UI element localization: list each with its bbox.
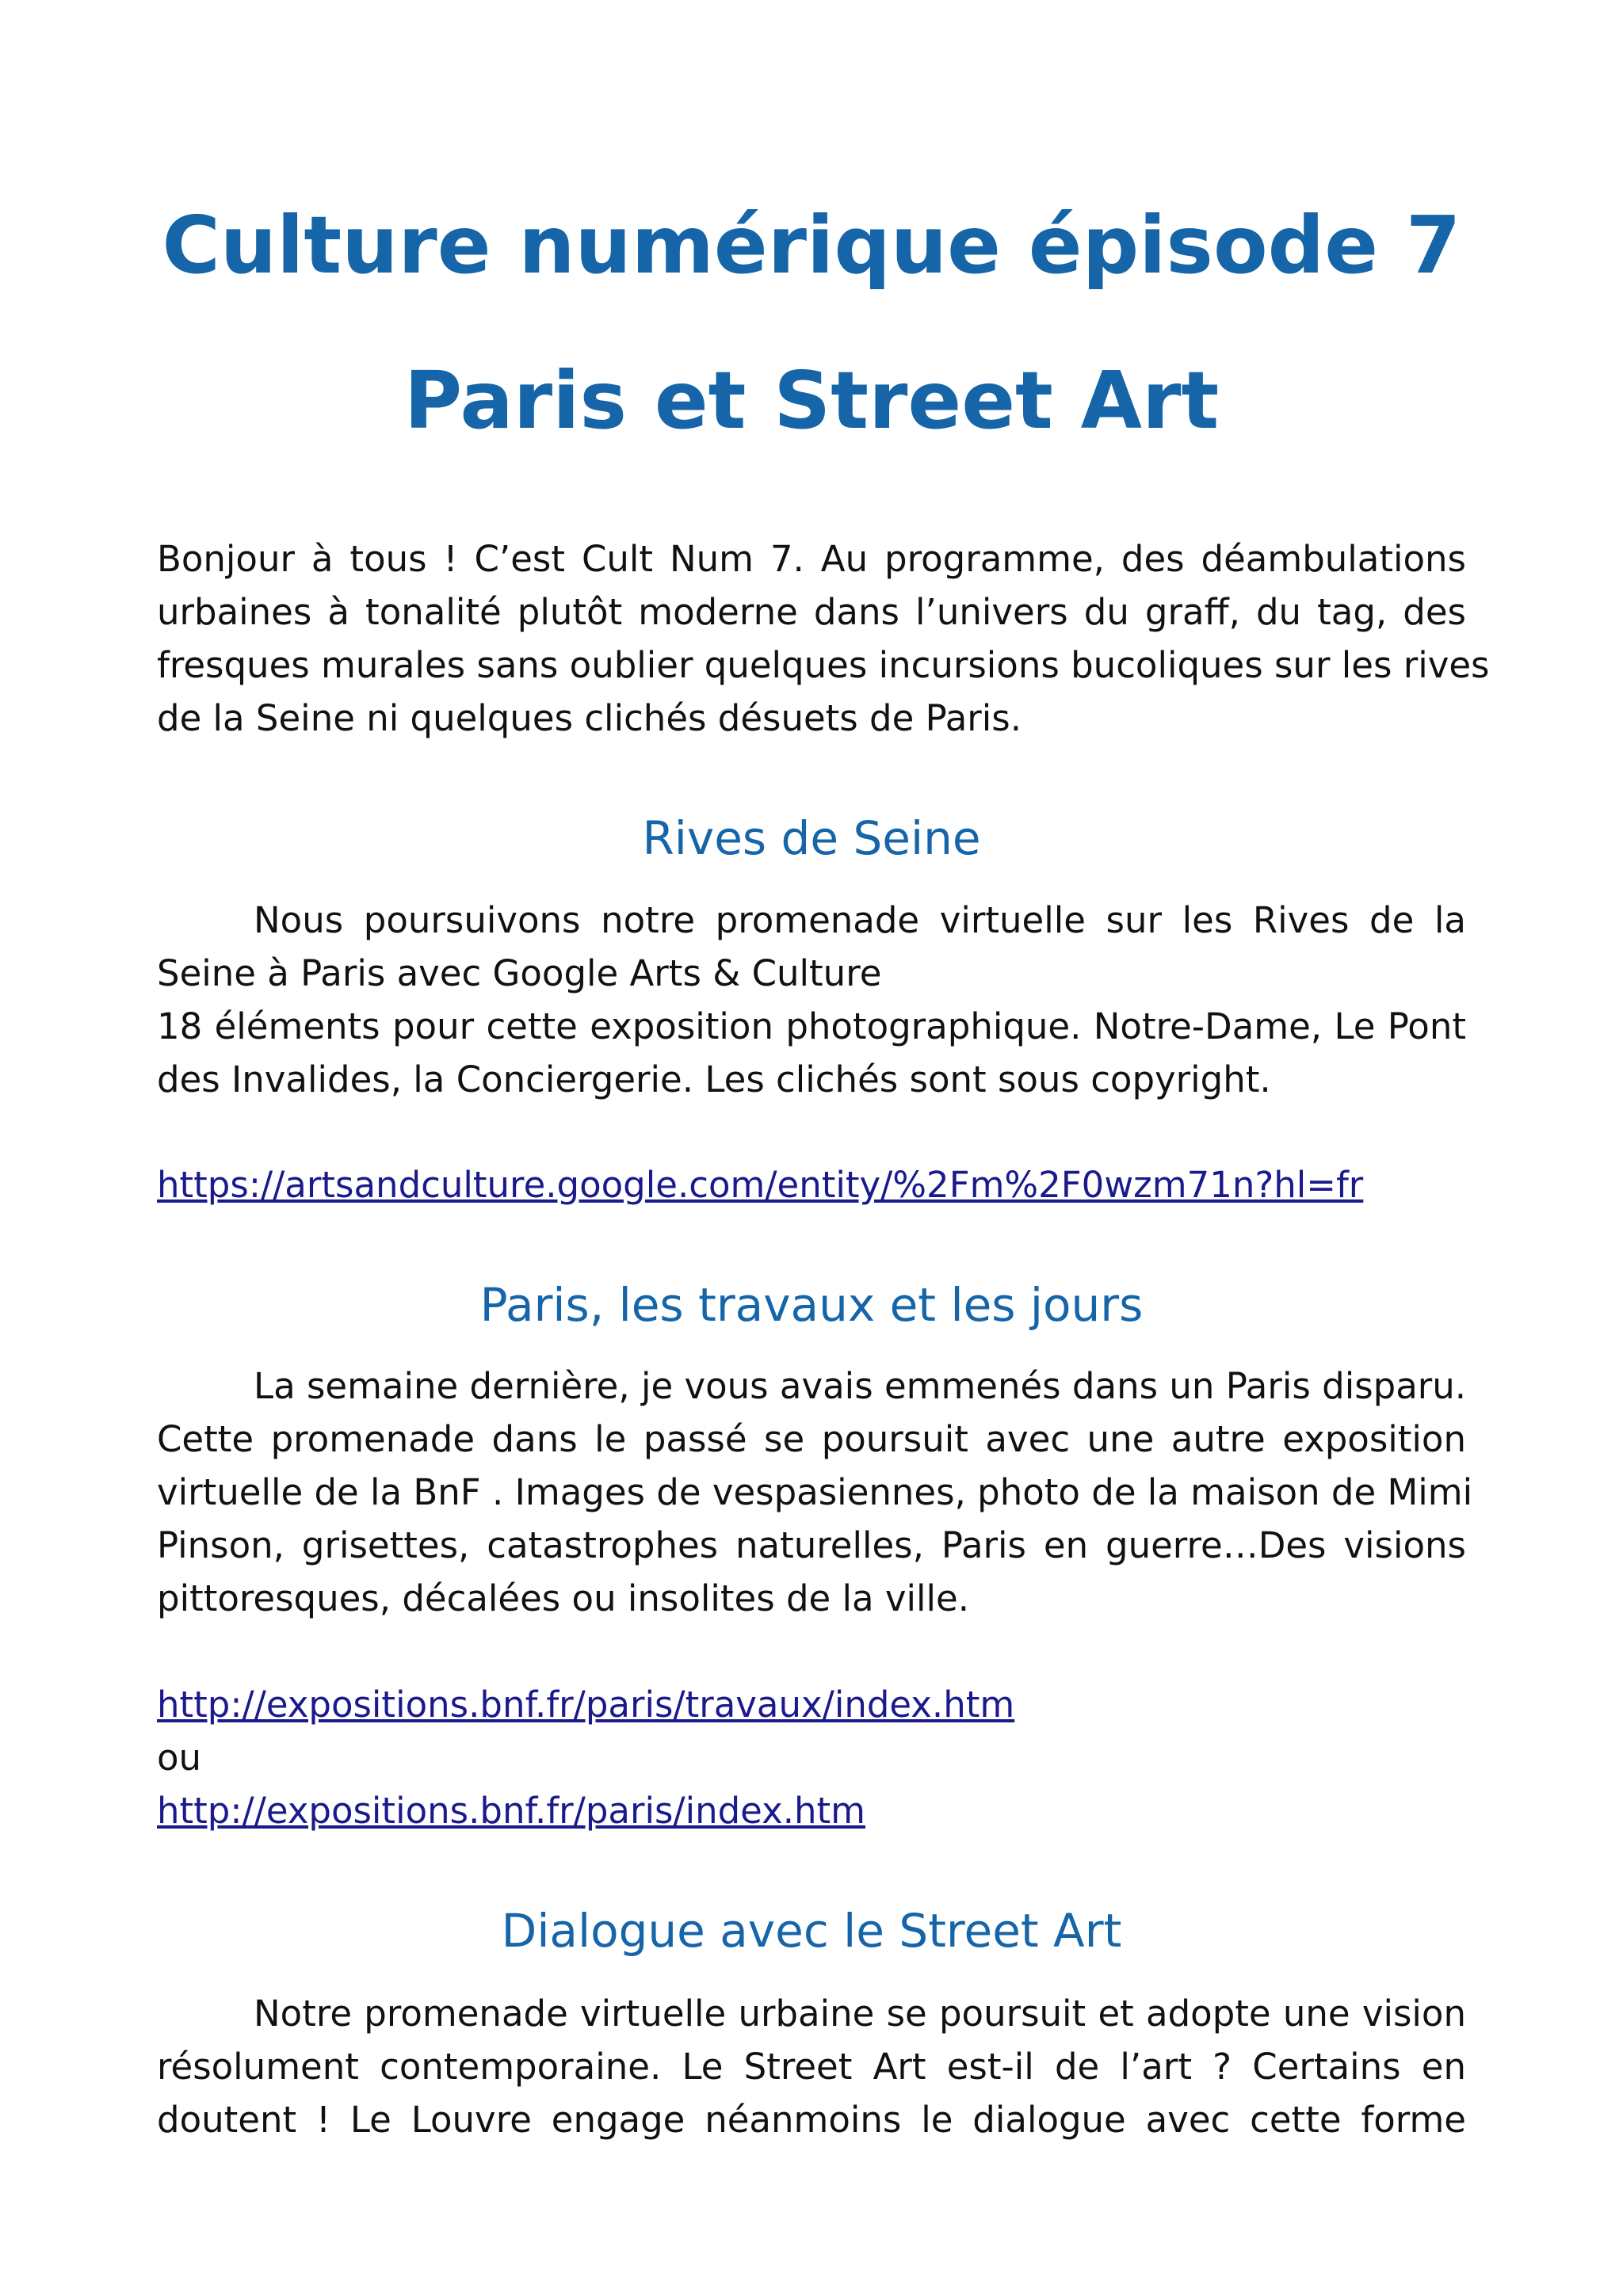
- section-heading-street-art: Dialogue avec le Street Art: [501, 1904, 1122, 1958]
- paragraph-line: virtuelle de la BnF . Images de vespasiennes, photo de la maison de Mimi: [157, 1471, 1473, 1513]
- section-paragraph-rives-de-seine: [157, 894, 1466, 1106]
- paragraph-line: des Invalides, la Conciergerie. Les clichés sont sous copyright.: [157, 1058, 1271, 1100]
- section-heading-rives-de-seine: Rives de Seine: [642, 811, 981, 865]
- section-paragraph-paris-travaux: [157, 1360, 1473, 1625]
- intro-paragraph: [157, 532, 1490, 745]
- paragraph-line: doutent ! Le Louvre engage néanmoins le dialogue avec cette forme: [157, 2099, 1466, 2141]
- intro-line: de la Seine ni quelques clichés désuets de Paris.: [157, 697, 1022, 739]
- document-title-line-1: Culture numérique épisode 7: [162, 199, 1461, 292]
- paragraph-line: Pinson, grisettes, catastrophes naturelles, Paris en guerre…Des visions: [157, 1524, 1466, 1566]
- section-paragraph-street-art: [157, 1987, 1466, 2146]
- paragraph-line: Cette promenade dans le passé se poursuit avec une autre exposition: [157, 1418, 1466, 1460]
- section-heading-paris-travaux: Paris, les travaux et les jours: [479, 1278, 1144, 1332]
- intro-line: Bonjour à tous ! C’est Cult Num 7. Au programme, des déambulations: [157, 538, 1466, 580]
- paragraph-line: pittoresques, décalées ou insolites de la ville.: [157, 1577, 970, 1619]
- document-title-line-2: Paris et Street Art: [403, 354, 1220, 447]
- paragraph-line: Notre promenade virtuelle urbaine se poursuit et adopte une vision: [254, 1993, 1466, 2035]
- intro-line: fresques murales sans oublier quelques incursions bucoliques sur les rives: [157, 644, 1490, 686]
- link-google-arts-culture[interactable]: https://artsandculture.google.com/entity/%2Fm%2F0wzm71n?hl=fr: [157, 1164, 1364, 1206]
- paragraph-line: La semaine dernière, je vous avais emmenés dans un Paris disparu.: [254, 1365, 1467, 1407]
- link-separator: ou: [157, 1737, 202, 1779]
- intro-line: urbaines à tonalité plutôt moderne dans l’univers du graff, du tag, des: [157, 591, 1466, 633]
- paragraph-line: résolument contemporaine. Le Street Art est-il de l’art ? Certains en: [157, 2046, 1466, 2088]
- paragraph-line: 18 éléments pour cette exposition photographique. Notre-Dame, Le Pont: [157, 1005, 1466, 1047]
- paragraph-line: Nous poursuivons notre promenade virtuelle sur les Rives de la: [254, 899, 1466, 941]
- paragraph-line: Seine à Paris avec Google Arts & Culture: [157, 952, 882, 994]
- link-bnf-paris[interactable]: http://expositions.bnf.fr/paris/index.htm: [157, 1790, 866, 1832]
- link-bnf-travaux[interactable]: http://expositions.bnf.fr/paris/travaux/index.htm: [157, 1684, 1015, 1726]
